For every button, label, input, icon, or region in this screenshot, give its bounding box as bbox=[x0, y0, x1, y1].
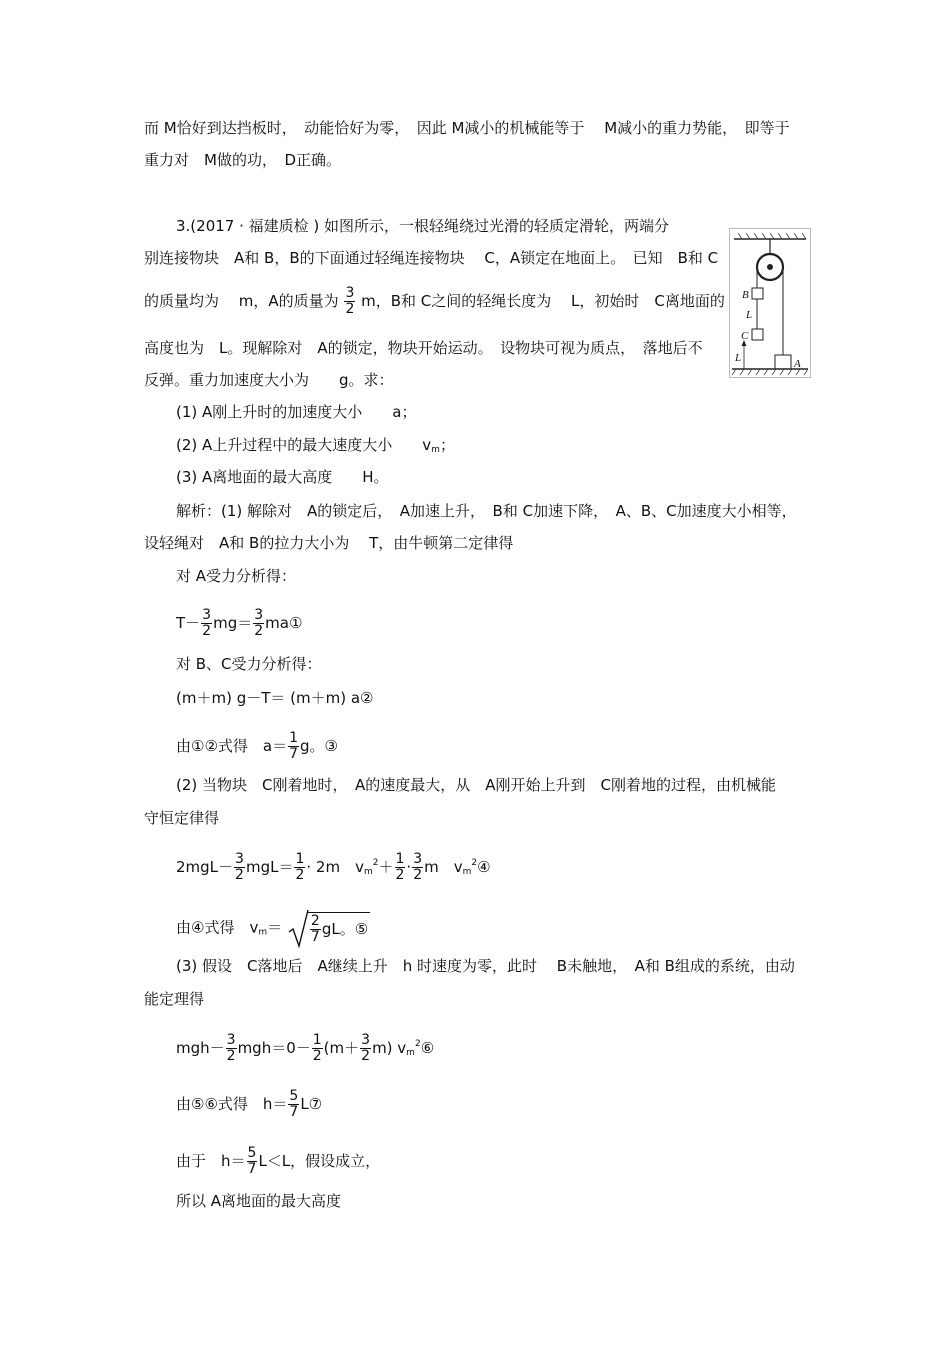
equation-5: 由④式得 $v_m=$ $\frac{2}{7}$ gL。⑤ bbox=[176, 908, 370, 948]
fraction: $\frac{5}{7}$ bbox=[247, 1145, 257, 1177]
solution-line-1: 解析：(1) 解除对 A的锁定后， A加速上升， B和 C加速下降， A、B、C加速度大小相等， bbox=[176, 502, 797, 520]
fraction: $\frac{1}{2}$ bbox=[295, 851, 305, 883]
equation-7: 由⑤⑥式得 h＝ $\frac{5}{7}$ L⑦ bbox=[176, 1088, 323, 1120]
prev-line-2: 重力对 M做的功， D正确。 bbox=[144, 151, 341, 169]
problem-line-4: 高度也为 L。现解除对 A的锁定，物块开始运动。 设物块可视为质点， 落地后不 bbox=[144, 339, 703, 357]
problem-line-5: 反弹。重力加速度大小为 g。求： bbox=[144, 371, 394, 389]
equation-8: 由于 h＝ $\frac{5}{7}$ L＜L，假设成立， bbox=[176, 1145, 381, 1177]
problem-line-2: 别连接物块 A和 B，B的下面通过轻绳连接物块 C，A锁定在地面上。 已知 B和 C bbox=[144, 249, 719, 267]
fraction: $\frac{3}{2}$ bbox=[202, 607, 212, 639]
fraction: $\frac{3}{2}$ bbox=[226, 1032, 236, 1064]
solution-line-7: (3) 假设 C落地后 A继续上升 h 时速度为零，此时 B未触地， A和 B组成的系统，由动 bbox=[176, 957, 795, 975]
question-3: (3) A离地面的最大高度 H。 bbox=[176, 468, 389, 486]
fraction: $\frac{3}{2}$ bbox=[345, 285, 355, 317]
problem-line-1: 3.(2017 · 福建质检 ) 如图所示，一根轻绳绕过光滑的轻质定滑轮，两端分 bbox=[176, 217, 670, 235]
fraction: $\frac{3}{2}$ bbox=[413, 851, 423, 883]
equation-2: (m＋m) g－T＝ (m＋m) a② bbox=[176, 689, 374, 707]
equation-4: 2mgL－ $\frac{3}{2}$ mgL＝ $\frac{1}{2}$ · 2m $v_m^2+$ $\frac{1}{2}$ · $\frac{3}{2}$ m $v_m^2④$ bbox=[176, 851, 491, 883]
solution-line-5: (2) 当物块 C刚着地时， A的速度最大，从 A刚开始上升到 C刚着地的过程，由机械能 bbox=[176, 776, 776, 794]
solution-line-6: 守恒定律得 bbox=[144, 809, 220, 827]
question-1: (1) A刚上升时的加速度大小 a； bbox=[176, 403, 417, 421]
equation-6: mgh－ $\frac{3}{2}$ mgh＝0－ $\frac{1}{2}$ (m＋ $\frac{3}{2}$ m) $v_m^2⑥$ bbox=[176, 1032, 435, 1064]
pulley-diagram bbox=[729, 228, 811, 378]
solution-line-3: 对 A受力分析得： bbox=[176, 567, 297, 585]
solution-line-2: 设轻绳对 A和 B的拉力大小为 T，由牛顿第二定律得 bbox=[144, 534, 514, 552]
figure-label-l-lower: L bbox=[735, 352, 742, 364]
solution-line-9: 所以 A离地面的最大高度 bbox=[176, 1192, 342, 1210]
fraction: $\frac{1}{2}$ bbox=[312, 1032, 322, 1064]
square-root: $\frac{2}{7}$ gL。⑤ bbox=[287, 908, 370, 948]
fraction: $\frac{3}{2}$ bbox=[361, 1032, 371, 1064]
figure-label-a: A bbox=[794, 358, 801, 370]
fraction: $\frac{3}{2}$ bbox=[254, 607, 264, 639]
equation-1: T－ $\frac{3}{2}$ mg＝ $\frac{3}{2}$ ma① bbox=[176, 607, 303, 639]
prev-line-1: 而 M恰好到达挡板时， 动能恰好为零， 因此 M减小的机械能等于 M减小的重力势能， 即等于 bbox=[144, 119, 790, 137]
fraction: $\frac{2}{7}$ bbox=[310, 912, 320, 945]
fraction: $\frac{1}{2}$ bbox=[395, 851, 405, 883]
fraction: $\frac{3}{2}$ bbox=[235, 851, 244, 883]
solution-line-4: 对 B、C受力分析得： bbox=[176, 655, 322, 673]
fraction: $\frac{1}{7}$ bbox=[289, 730, 299, 762]
equation-3: 由①②式得 a＝ $\frac{1}{7}$ g。③ bbox=[176, 730, 338, 762]
figure-label-l-upper: L bbox=[746, 309, 753, 321]
question-2: (2) A上升过程中的最大速度大小 $v_m$； bbox=[176, 436, 455, 455]
fraction: $\frac{5}{7}$ bbox=[289, 1088, 299, 1120]
figure-label-c: C bbox=[741, 330, 749, 342]
problem-line-3: 的质量均为 m，A的质量为 $\frac{3}{2}$ m，B和 C之间的轻绳长度为 L，初始时 C离地面的 bbox=[144, 285, 725, 317]
figure-label-b: B bbox=[742, 289, 749, 301]
solution-line-8: 能定理得 bbox=[144, 990, 205, 1008]
